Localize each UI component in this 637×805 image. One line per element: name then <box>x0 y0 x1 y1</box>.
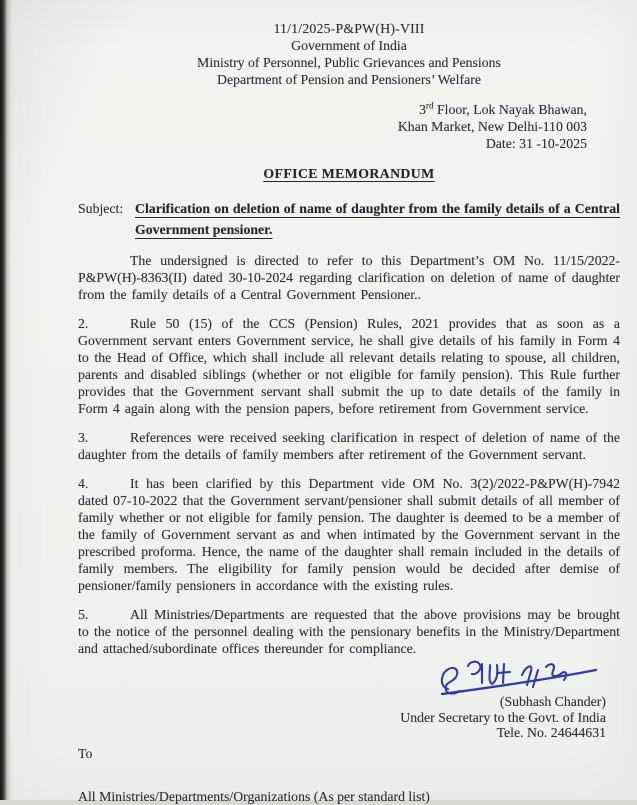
subject-row <box>78 198 620 240</box>
address-floor-ordinal: rd <box>426 100 434 111</box>
paragraph-1-text: The undersigned is directed to refer to this Department’s OM No. 11/15/2022-P&PW(H)-8363(II) dated 30-10-2024 regarding clarification on deletion of name of daughter from the family details of a Central Government Pensioner.. <box>78 253 620 302</box>
org-line-ministry: Ministry of Personnel, Public Grievances and Pensions <box>197 55 501 70</box>
address-line-1 <box>78 101 587 118</box>
paragraph-2-number: 2. <box>78 316 89 331</box>
signature-block <box>78 653 606 741</box>
paragraph-3-number: 3. <box>78 430 89 445</box>
paragraph-2 <box>78 315 620 417</box>
subject-label: Subject: <box>78 201 124 216</box>
paragraph-1 <box>78 252 620 303</box>
reference-number: 11/1/2025-P&PW(H)-VIII <box>273 21 425 36</box>
memorandum-title <box>78 165 620 182</box>
office-address-block <box>78 101 587 152</box>
paragraph-5-number: 5. <box>78 607 89 622</box>
paragraph-5 <box>78 606 620 657</box>
signatory-phone: Tele. No. 24644631 <box>496 725 606 740</box>
to-label: To <box>78 745 93 761</box>
paragraph-2-text: Rule 50 (15) of the CCS (Pension) Rules, 2021 provides that as soon as a Government servant enters Government service, he shall give details of his family in Form 4 to the Head of Office, which shall include all relevant details relating to spouse, all children, parents and disabled siblings (whether or not eligible for family pension). This Rule further provides that the Government servant shall submit the up to date details of the family in Form 4 again along with the pension papers, before retirement from Government service. <box>78 316 620 416</box>
document-date: Date: 31 -10-2025 <box>485 136 587 151</box>
document-content <box>78 20 620 805</box>
org-line-government: Government of India <box>291 38 407 53</box>
address-floor-rest: Floor, Lok Nayak Bhawan, <box>433 102 587 117</box>
paragraph-4-number: 4. <box>78 476 89 491</box>
scan-edge-shadow <box>0 0 12 800</box>
paragraph-3-text: References were received seeking clarification in respect of deletion of name of the daughter from the details of family members after retirement of the Government servant. <box>78 430 620 462</box>
address-line-2: Khan Market, New Delhi-110 003 <box>397 119 587 134</box>
distribution-list: All Ministries/Departments/Organizations (As per standard list) <box>78 788 430 804</box>
org-line-department: Department of Pension and Pensioners’ Welfare <box>217 72 481 87</box>
paragraph-5-text: All Ministries/Departments are requested that the above provisions may be brought to the notice of the personnel dealing with the pensionary benefits in the Ministry/Department and attached/subordinate offices thereunder for compliance. <box>78 607 620 656</box>
signatory-designation: Under Secretary to the Govt. of India <box>400 709 606 725</box>
subject-text: Clarification on deletion of name of daughter from the family details of a Central Government pensioner. <box>135 201 620 237</box>
signatory-name: (Subhash Chander) <box>499 694 606 709</box>
paragraph-4 <box>78 475 620 594</box>
address-floor-number: 3 <box>419 102 427 117</box>
paragraph-4-text: It has been clarified by this Department vide OM No. 3(2)/2022-P&PW(H)-7942 dated 07-10-2022 that the Government servant/pensioner shall submit details of all member of family whether or not eligible for family pension. The daughter is deemed to be a member of the family of Government servant as and when intimated by the Government servant in the prescribed proforma. Hence, the name of the daughter shall remain included in the details of family members. The eligibility for family pension would be decided after demise of pensioner/family pensioners in accordance with the existing rules. <box>78 476 620 593</box>
memorandum-title-text: OFFICE MEMORANDUM <box>263 166 435 181</box>
signature-scribble <box>434 653 604 697</box>
paragraph-3 <box>78 429 620 463</box>
